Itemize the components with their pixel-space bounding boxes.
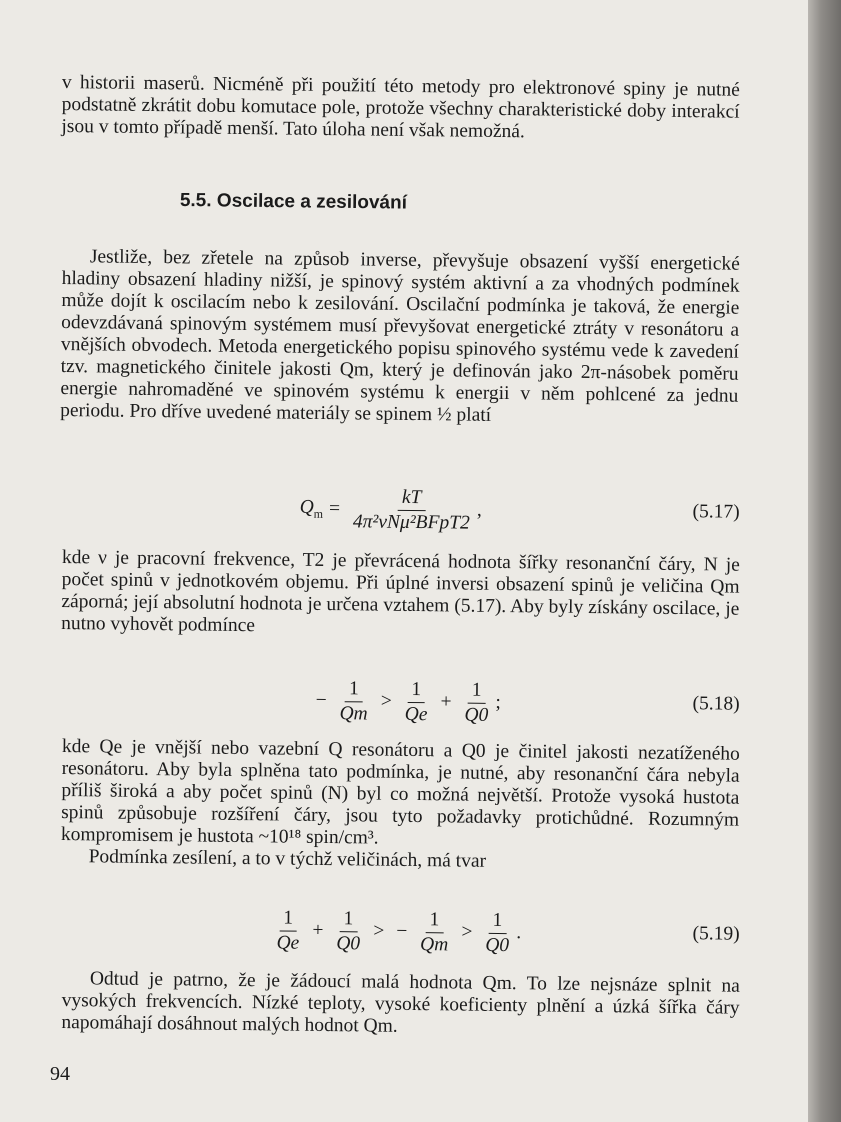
paragraph-1: Jestliže, bez zřetele na způsob inverse, převyšuje obsazení vyšší energetické hladiny obsazení hladiny nižší, je spinový systém aktivní a za vhodných podmínek může dojít k oscilacím nebo k zesilování. Oscilační podmínka je taková, že energie odevzdávaná spinovým systémem musí převyšovat energetické ztráty v resonátoru a vnějších obvodech. Metoda energetického popisu spinového systému vede k zavedení tzv. magnetického činitele jakosti Qm, který je definován jako 2π-násobek poměru energie nahromaděné ve spinovém systému k energii v něm pohlcené za jednu periodu. Pro dříve uvedené materiály se spinem ½ platí xyxy=(60,246,740,426)
eq19-minus: − xyxy=(396,920,408,942)
eq19-fraction-q0-2: $\frac{1}{Q0}$ xyxy=(485,909,510,956)
eq17-denominator: 4π²νNμ²BFpT2 xyxy=(352,510,470,534)
eq18-fraction-qe: $\frac{1}{Qe}$ xyxy=(404,678,428,725)
eq17-fraction xyxy=(349,486,474,534)
eq19-fraction-q0: $\frac{1}{Q0}$ xyxy=(336,907,361,954)
eq17-number: (5.17) xyxy=(692,501,740,523)
paragraph-3-block xyxy=(61,736,740,876)
eq18-fraction-qm: $\frac{1}{Qm}$ xyxy=(339,677,368,724)
eq19-gt-1: > xyxy=(373,920,385,942)
page-number: 94 xyxy=(50,1063,70,1085)
paragraph-5: Odtud je patrno, že je žádoucí malá hodnota Qm. To lze nejsnáze splnit na vysokých frekvencích. Nízké teploty, vysoké koeficienty plnění a úzká šířka čáry napomáhají dosáhnout malých hodnot Qm. xyxy=(61,968,740,1037)
equation-5-17 xyxy=(59,478,740,542)
eq19-fraction-qe: $\frac{1}{Qe}$ xyxy=(276,907,300,954)
top-paragraph-block xyxy=(61,72,740,146)
eq17-numerator: kT xyxy=(401,486,422,508)
equation-5-18 xyxy=(59,670,740,734)
paragraph-1-block xyxy=(60,246,740,430)
eq17-equals: = xyxy=(328,498,341,520)
paragraph-2-block xyxy=(61,547,740,643)
eq18-minus: − xyxy=(315,689,327,712)
equation-5-19 xyxy=(59,900,740,964)
eq18-fraction-q0: $\frac{1}{Q0}$ xyxy=(464,679,489,726)
eq17-lhs: $Q_m$ xyxy=(299,496,324,521)
paragraph-4: Podmínka zesílení, a to v týchž veličinách, má tvar xyxy=(88,846,487,872)
paragraph-5-block xyxy=(61,968,740,1042)
top-paragraph: v historii maserů. Nicméně při použití této metody pro elektronové spiny je nutné podstatně zkrátit dobu komutace pole, protože všechny charakteristické doby interakcí jsou v tomto případě menší. Tato úloha není však nemožná. xyxy=(61,72,740,143)
eq19-plus: + xyxy=(312,919,324,941)
eq17-trailing: , xyxy=(476,499,482,521)
eq18-trailing: ; xyxy=(495,691,501,714)
section-heading: 5.5. Oscilace a zesilování xyxy=(179,190,408,214)
book-binding-edge xyxy=(808,0,841,1122)
eq19-trailing: . xyxy=(516,922,522,944)
eq18-gt: > xyxy=(380,690,392,712)
eq19-fraction-qm: $\frac{1}{Qm}$ xyxy=(419,908,449,955)
paragraph-3: kde Qe je vnější nebo vazební Q resonátoru a Q0 je činitel jakosti nezatíženého resonátoru. Aby byla splněna tato podmínka, je nutné, aby resonanční čára nebyla příliš široká a aby počet spinů (N) byl co možná největší. Protože vysoká hustota spinů způsobuje rozšíření čáry, jsou tyto požadavky protichůdné. Rozumným kompromisem je hustota ~10¹⁸ spin/cm³. xyxy=(60,736,740,849)
eq19-gt-2: > xyxy=(461,921,473,943)
paragraph-2: kde ν je pracovní frekvence, T2 je převrácená hodnota šířky resonanční čáry, N je počet spinů v jednotkovém objemu. Při úplné inversi obsazení spinů je veličina Qm záporná; její absolutní hodnota je určena vztahem (5.17). Aby byly získány oscilace, je nutno vyhovět podmínce xyxy=(61,547,740,637)
eq18-plus: + xyxy=(440,691,452,713)
eq18-number: (5.18) xyxy=(692,693,740,715)
eq19-number: (5.19) xyxy=(692,923,740,945)
